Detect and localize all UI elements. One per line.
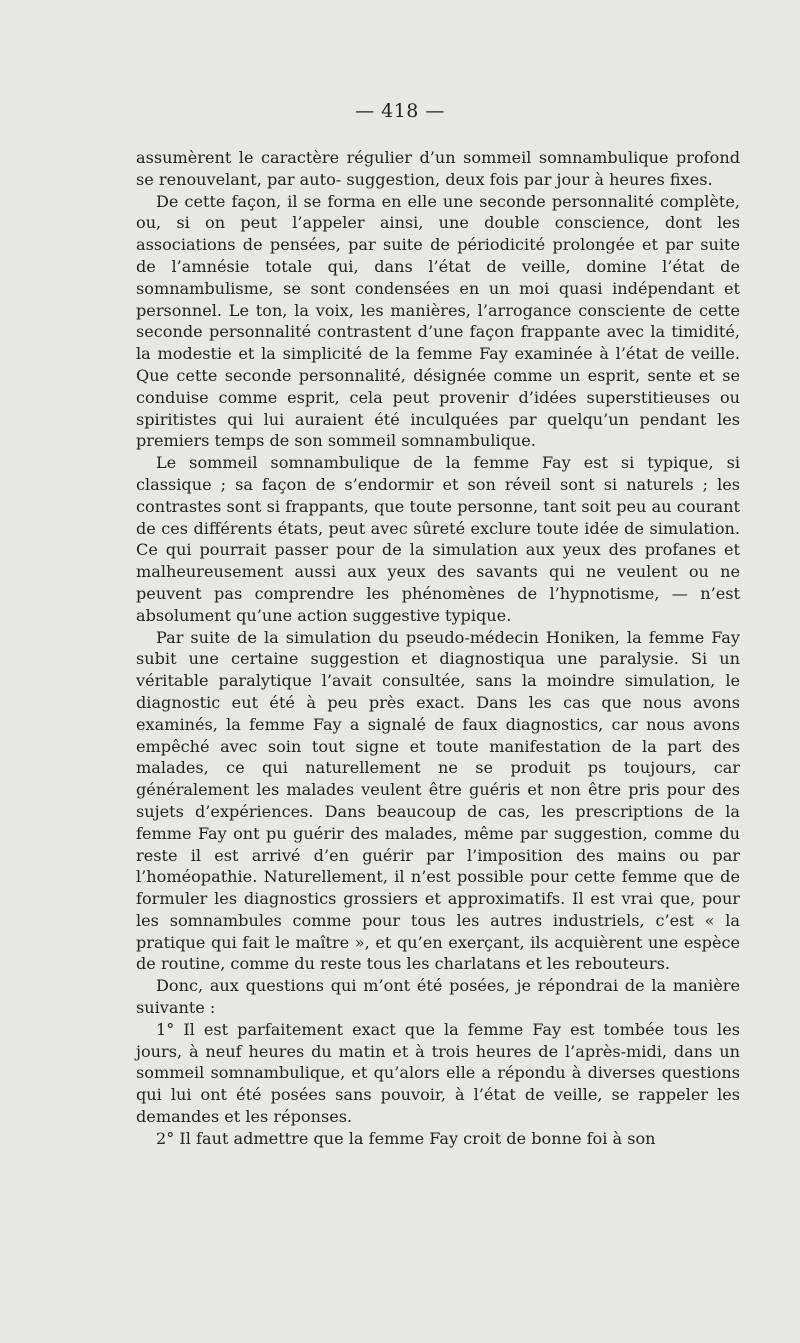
paragraph-4: Par suite de la simulation du pseudo-médecin Honiken, la femme Fay subit une certaine suggestion et diagnostiqua une paralysie. Si un véritable paralytique l’avait consultée, sans la moindre simulation, le diagnostic eut été à peu près exact. Dans les cas que nous avons examinés, la femme Fay a signalé de faux diagnostics, car nous avons empêché avec soin tout signe et toute manifestation de la part des malades, ce qui naturellement ne se produit ps toujours, car généralement les malades veulent être guéris et non être pris pour des sujets d’expériences. Dans beaucoup de cas, les prescriptions de la femme Fay ont pu guérir des malades, même par suggestion, comme du reste il est arrivé d’en guérir par l’imposition des mains ou par l’homéopathie. Naturellement, il n’est possible pour cette femme que de formuler les diagnostics grossiers et approximatifs. Il est vrai que, pour les somnambules comme pour tous les autres industriels, c’est « la pratique qui fait le maître », et qu’en exerçant, ils acquièrent une espèce de routine, comme du reste tous les charlatans et les rebouteurs.: [136, 627, 740, 974]
paragraph-1: assumèrent le caractère régulier d’un sommeil somnambulique profond se renouvelant, par auto- suggestion, deux fois par jour à heures fixes.: [136, 148, 740, 189]
paragraph-7: 2° Il faut admettre que la femme Fay croit de bonne foi à son: [156, 1128, 656, 1148]
body-text: [136, 147, 740, 1150]
paragraph-5: Donc, aux questions qui m’ont été posées, je répondrai de la manière suivante :: [136, 976, 740, 1018]
paragraph-3: Le sommeil somnambulique de la femme Fay est si typique, si classique ; sa façon de s’endormir et son réveil sont si naturels ; les contrastes sont si frappants, que toute personne, tant soit peu au courant de ces différents états, peut avec sûreté exclure toute idée de simulation. Ce qui pourrait passer pour de la simulation aux yeux des profanes et malheureusement aussi aux yeux des savants qui ne veulent ou ne peuvent pas comprendre les phénomènes de l’hypnotisme, — n’est absolument qu’une action suggestive typique.: [136, 453, 740, 625]
page-number: — 418 —: [355, 100, 445, 122]
paragraph-6: 1° Il est parfaitement exact que la femme Fay est tombée tous les jours, à neuf heures du matin et à trois heures de l’après-midi, dans un sommeil somnambulique, et qu’alors elle a répondu à diverses questions qui lui ont été posées sans pouvoir, à l’état de veille, se rappeler les demandes et les réponses.: [136, 1019, 740, 1127]
paragraph-2: De cette façon, il se forma en elle une seconde personnalité complète, ou, si on peut l’appeler ainsi, une double conscience, dont les associations de pensées, par suite de périodicité prolongée et par suite de l’amnésie totale qui, dans l’état de veille, domine l’état de somnambulisme, se sont condensées en un moi quasi indépendant et personnel. Le ton, la voix, les manières, l’arrogance consciente de cette seconde personnalité contrastent d’une façon frappante avec la timidité, la modestie et la simplicité de la femme Fay examinée à l’état de veille. Que cette seconde personnalité, désignée comme un esprit, sente et se conduise comme esprit, cela peut provenir d’idées superstitieuses ou spiritistes qui lui auraient été inculquées par quelqu’un pendant les premiers temps de son sommeil somnambulique.: [136, 191, 740, 451]
